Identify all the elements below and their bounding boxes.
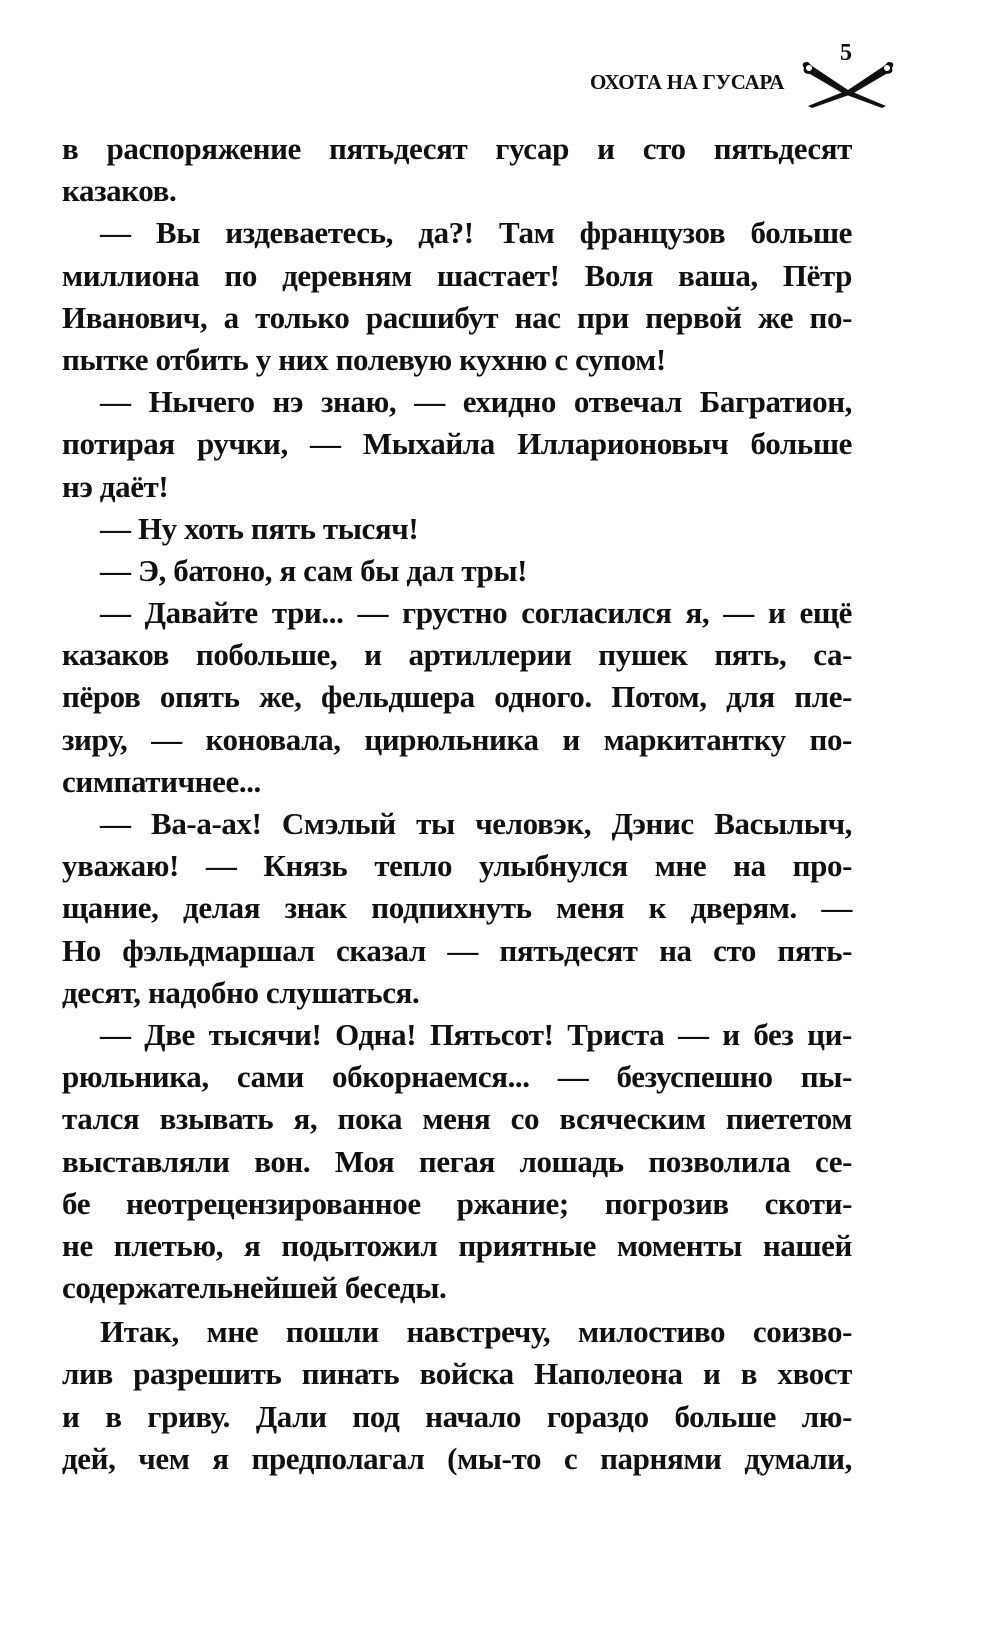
body-text bbox=[62, 128, 852, 1480]
paragraph bbox=[62, 803, 852, 1014]
text-line: казаков. bbox=[62, 173, 177, 209]
text-line: зиру, — коновала, цирюльника и маркитантку по- bbox=[62, 721, 852, 757]
text-line: пёров опять же, фельдшера одного. Потом, для пле- bbox=[62, 679, 852, 715]
text-line: миллиона по деревням шастает! Воля ваша, Пётр bbox=[62, 257, 852, 293]
text-line: — Ну хоть пять тысяч! bbox=[100, 510, 419, 546]
text-line: и в гриву. Дали под начало гораздо больше лю- bbox=[62, 1398, 852, 1434]
text-line: тался взывать я, пока меня со всяческим пиететом bbox=[62, 1101, 852, 1137]
text-line: содержательнейшей беседы. bbox=[62, 1270, 447, 1306]
text-line: — Давайте три... — грустно согласился я, — и ещё bbox=[100, 595, 852, 631]
text-line: рюльника, сами обкорнаемся... — безуспешно пы- bbox=[62, 1059, 852, 1095]
paragraph bbox=[62, 212, 852, 381]
paragraph bbox=[62, 508, 852, 550]
text-line: — Э, батоно, я сам бы дал тры! bbox=[100, 552, 528, 588]
text-line: щание, делая знак подпихнуть меня к дверям. — bbox=[62, 890, 852, 926]
text-line: бе неотрецензированное ржание; погрозив скоти- bbox=[62, 1185, 852, 1221]
text-line: Иванович, а только расшибут нас при первой же по- bbox=[62, 299, 852, 335]
crossed-sabres-icon bbox=[798, 58, 898, 108]
running-title: ОХОТА НА ГУСАРА bbox=[590, 70, 785, 94]
text-line: пытке отбить у них полевую кухню с супом! bbox=[62, 341, 666, 377]
text-line: потирая ручки, — Мыхайла Илларионовыч больше bbox=[62, 426, 852, 462]
paragraph bbox=[62, 1014, 852, 1309]
text-line: симпатичнее... bbox=[62, 763, 261, 799]
text-line: не плетью, я подытожил приятные моменты нашей bbox=[62, 1227, 852, 1263]
paragraph bbox=[62, 381, 852, 508]
text-line: — Ва-а-ах! Смэлый ты человэк, Дэнис Васылыч, bbox=[100, 806, 852, 841]
text-line: казаков побольше, и артиллерии пушек пять, са- bbox=[62, 637, 852, 673]
page-number: 5 bbox=[840, 40, 852, 66]
paragraph bbox=[62, 550, 852, 592]
text-line: — Две тысячи! Одна! Пятьсот! Триста — и без ци- bbox=[100, 1016, 852, 1052]
text-line: — Вы издеваетесь, да?! Там французов больше bbox=[100, 215, 852, 251]
text-line: Итак, мне пошли навстречу, милостиво соизво- bbox=[100, 1314, 852, 1350]
text-line: Но фэльдмаршал сказал — пятьдесят на сто пять- bbox=[62, 932, 852, 968]
text-line: в распоряжение пятьдесят гусар и сто пятьдесят bbox=[62, 131, 852, 166]
text-line: выставляли вон. Моя пегая лошадь позволила се- bbox=[62, 1143, 852, 1179]
text-line: нэ даёт! bbox=[62, 468, 169, 504]
text-line: — Нычего нэ знаю, — ехидно отвечал Багратион, bbox=[100, 384, 852, 420]
text-line: дей, чем я предполагал (мы-то с парнями думали, bbox=[62, 1440, 852, 1476]
text-line: лив разрешить пинать войска Наполеона и в хвост bbox=[62, 1356, 852, 1392]
text-line: десят, надобно слушаться. bbox=[62, 974, 420, 1010]
paragraph bbox=[62, 592, 852, 803]
text-line: уважаю! — Князь тепло улыбнулся мне на про- bbox=[62, 848, 852, 884]
paragraph bbox=[62, 1309, 852, 1480]
paragraph bbox=[62, 128, 852, 212]
